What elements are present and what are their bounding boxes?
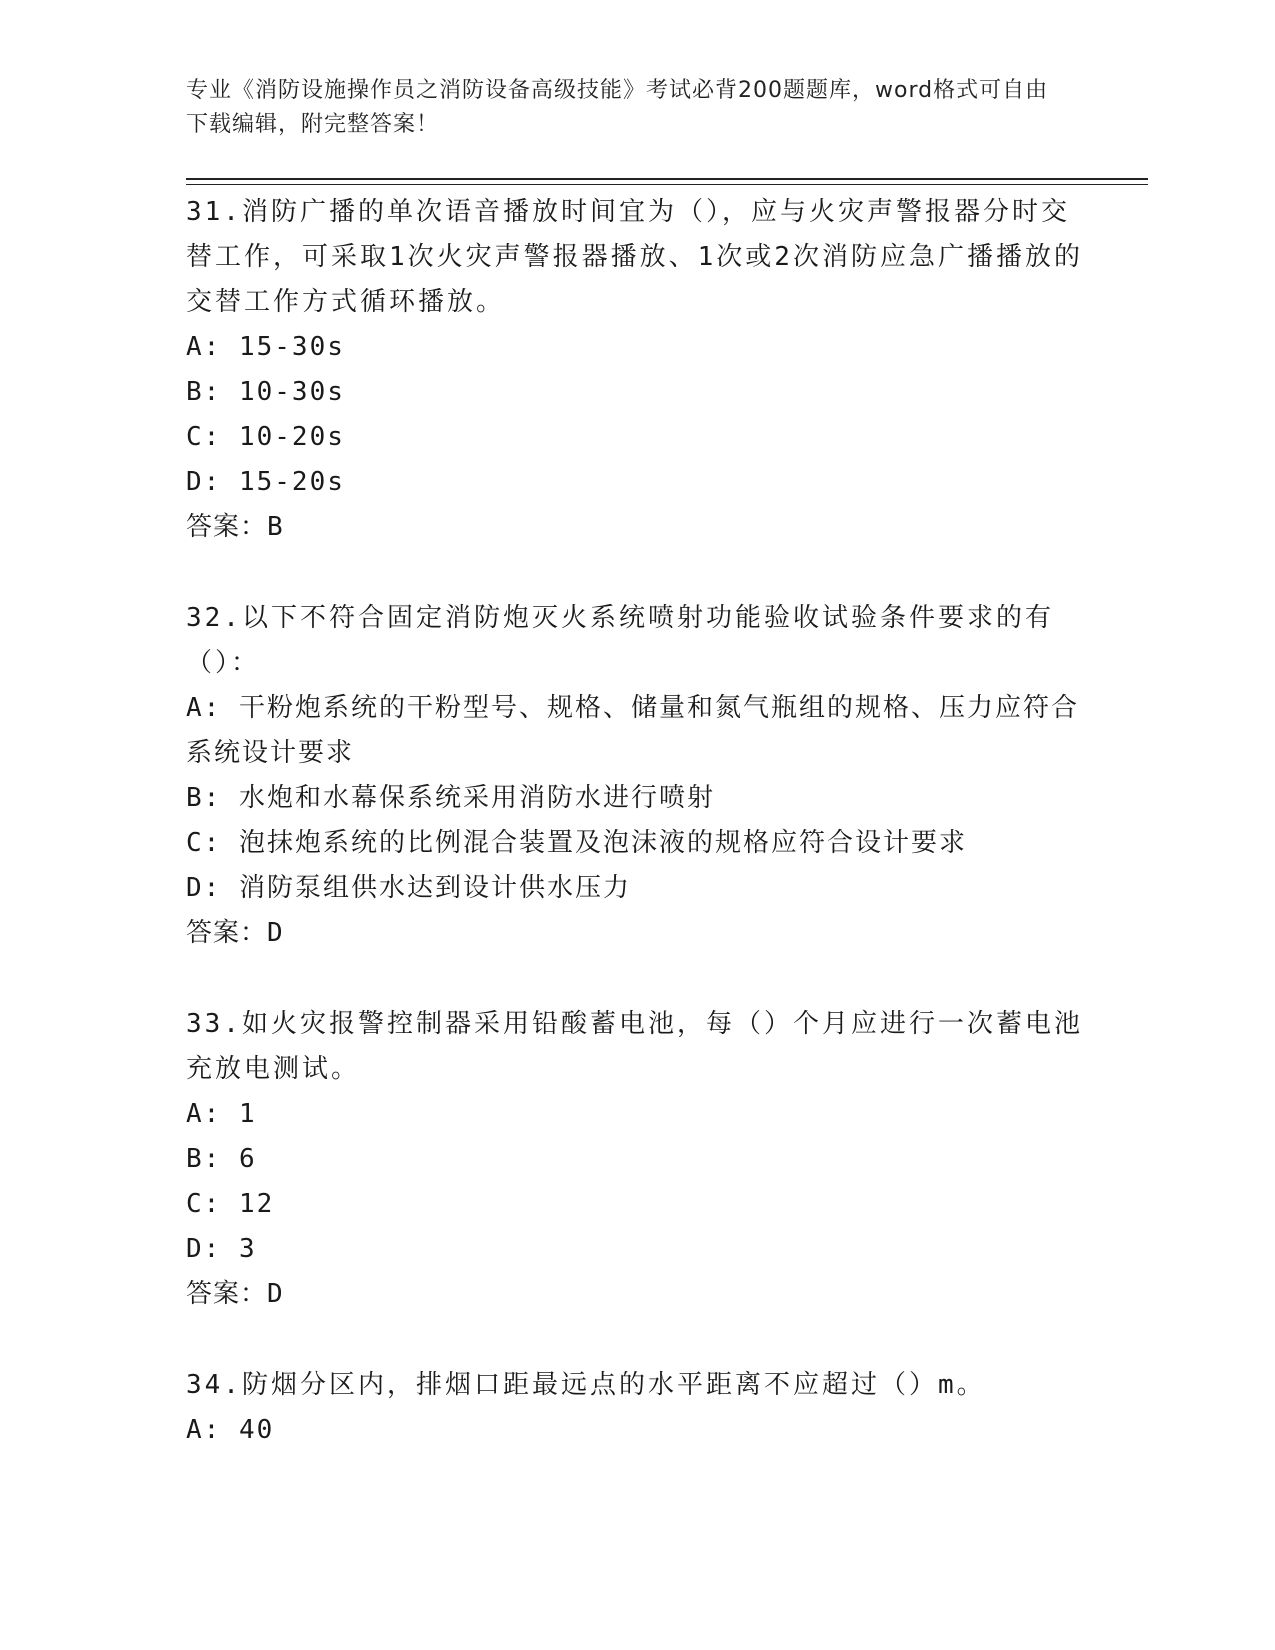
question-34 <box>186 1363 1086 1453</box>
question-stem: 34.防烟分区内，排烟口距最远点的水平距离不应超过（）m。 <box>186 1370 986 1400</box>
option-c: C: 泡抹炮系统的比例混合装置及泡沫液的规格应符合设计要求 <box>186 828 967 858</box>
option-a: A: 40 <box>186 1415 275 1445</box>
option-a: A: 15-30s <box>186 332 345 362</box>
question-list <box>186 190 1086 1499</box>
header-divider-thin <box>186 184 1148 185</box>
document-header: 专业《消防设施操作员之消防设备高级技能》考试必背200题题库，word格式可自由下载编辑，附完整答案！ <box>186 78 1049 137</box>
answer-value: D <box>267 918 284 948</box>
question-stem: 33.如火灾报警控制器采用铅酸蓄电池，每（）个月应进行一次蓄电池充放电测试。 <box>186 1009 1083 1084</box>
answer-line <box>186 505 1086 550</box>
answer-value: D <box>267 1279 284 1309</box>
question-stem: 31.消防广播的单次语音播放时间宜为（），应与火灾声警报器分时交替工作，可采取1次火灾声警报器播放、1次或2次消防应急广播播放的交替工作方式循环播放。 <box>186 197 1083 317</box>
option-c: C: 12 <box>186 1189 275 1219</box>
option-d: D: 15-20s <box>186 467 345 497</box>
question-32 <box>186 596 1086 956</box>
answer-label: 答案： <box>186 1279 268 1309</box>
question-31 <box>186 190 1086 550</box>
answer-line <box>186 911 1086 956</box>
question-33 <box>186 1002 1086 1317</box>
option-a: A: 1 <box>186 1099 257 1129</box>
option-b: B: 10-30s <box>186 377 345 407</box>
option-a: A: 干粉炮系统的干粉型号、规格、储量和氮气瓶组的规格、压力应符合系统设计要求 <box>186 693 1079 768</box>
header-divider-thick <box>186 178 1148 180</box>
option-b: B: 水炮和水幕保系统采用消防水进行喷射 <box>186 783 715 813</box>
option-c: C: 10-20s <box>186 422 345 452</box>
answer-value: B <box>267 512 284 542</box>
answer-label: 答案： <box>186 512 268 542</box>
option-d: D: 消防泵组供水达到设计供水压力 <box>186 873 631 903</box>
answer-label: 答案： <box>186 918 268 948</box>
option-b: B: 6 <box>186 1144 257 1174</box>
question-stem: 32.以下不符合固定消防炮灭火系统喷射功能验收试验条件要求的有（）： <box>186 603 1054 678</box>
option-d: D: 3 <box>186 1234 257 1264</box>
answer-line <box>186 1272 1086 1317</box>
